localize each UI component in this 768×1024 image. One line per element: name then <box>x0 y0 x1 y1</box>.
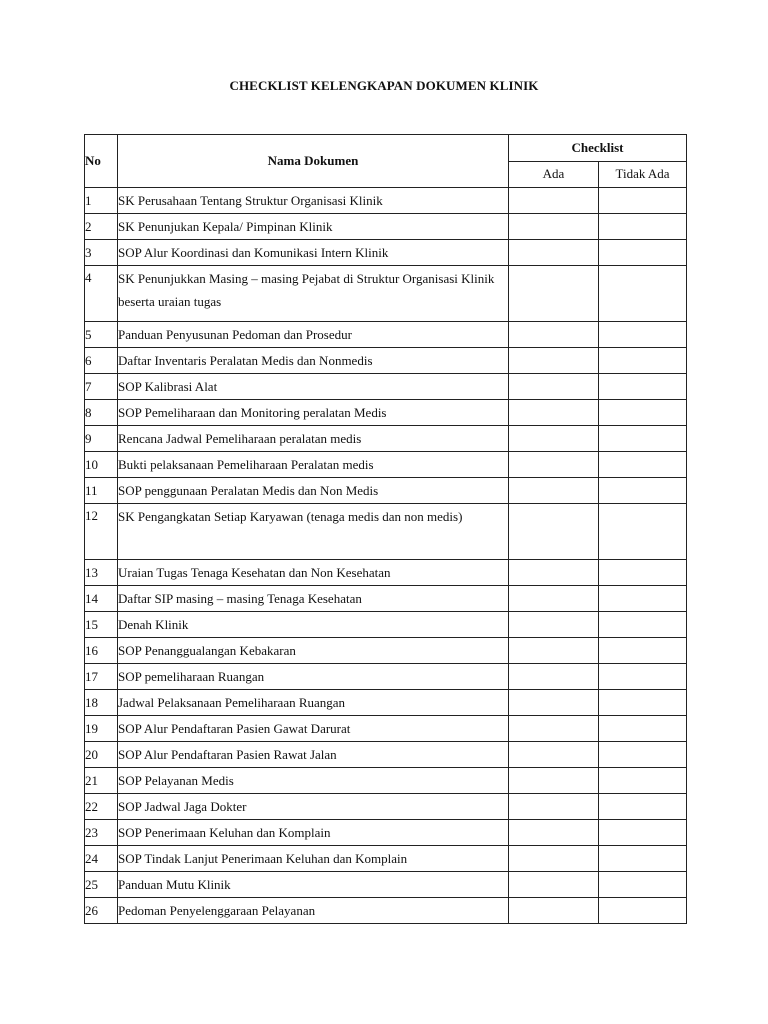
document-name: SOP Penerimaan Keluhan dan Komplain <box>118 820 509 846</box>
table-row <box>85 638 687 664</box>
document-name: Daftar Inventaris Peralatan Medis dan Nonmedis <box>118 348 509 374</box>
ada-checkbox-cell[interactable] <box>509 240 599 266</box>
tidak-ada-checkbox-cell[interactable] <box>599 560 687 586</box>
ada-checkbox-cell[interactable] <box>509 348 599 374</box>
row-number: 8 <box>85 400 118 426</box>
row-number: 7 <box>85 374 118 400</box>
table-row <box>85 478 687 504</box>
ada-checkbox-cell[interactable] <box>509 214 599 240</box>
ada-checkbox-cell[interactable] <box>509 426 599 452</box>
row-number: 19 <box>85 716 118 742</box>
table-row <box>85 214 687 240</box>
header-checklist: Checklist <box>509 135 687 162</box>
tidak-ada-checkbox-cell[interactable] <box>599 400 687 426</box>
table-row <box>85 504 687 560</box>
tidak-ada-checkbox-cell[interactable] <box>599 374 687 400</box>
tidak-ada-checkbox-cell[interactable] <box>599 426 687 452</box>
row-number: 25 <box>85 872 118 898</box>
row-number: 1 <box>85 188 118 214</box>
table-row <box>85 716 687 742</box>
ada-checkbox-cell[interactable] <box>509 504 599 560</box>
ada-checkbox-cell[interactable] <box>509 794 599 820</box>
row-number: 10 <box>85 452 118 478</box>
document-name: Uraian Tugas Tenaga Kesehatan dan Non Kesehatan <box>118 560 509 586</box>
row-number: 20 <box>85 742 118 768</box>
document-name: SOP Tindak Lanjut Penerimaan Keluhan dan Komplain <box>118 846 509 872</box>
row-number: 23 <box>85 820 118 846</box>
row-number: 11 <box>85 478 118 504</box>
tidak-ada-checkbox-cell[interactable] <box>599 794 687 820</box>
document-name: SOP Pemeliharaan dan Monitoring peralatan Medis <box>118 400 509 426</box>
document-name: SOP Penanggualangan Kebakaran <box>118 638 509 664</box>
tidak-ada-checkbox-cell[interactable] <box>599 504 687 560</box>
tidak-ada-checkbox-cell[interactable] <box>599 716 687 742</box>
table-row <box>85 898 687 924</box>
table-row <box>85 188 687 214</box>
table-row <box>85 872 687 898</box>
tidak-ada-checkbox-cell[interactable] <box>599 820 687 846</box>
document-name: SOP pemeliharaan Ruangan <box>118 664 509 690</box>
row-number: 14 <box>85 586 118 612</box>
row-number: 24 <box>85 846 118 872</box>
row-number: 12 <box>85 504 118 560</box>
ada-checkbox-cell[interactable] <box>509 898 599 924</box>
tidak-ada-checkbox-cell[interactable] <box>599 872 687 898</box>
ada-checkbox-cell[interactable] <box>509 690 599 716</box>
ada-checkbox-cell[interactable] <box>509 586 599 612</box>
tidak-ada-checkbox-cell[interactable] <box>599 240 687 266</box>
row-number: 22 <box>85 794 118 820</box>
row-number: 9 <box>85 426 118 452</box>
document-name: Denah Klinik <box>118 612 509 638</box>
document-name: SOP penggunaan Peralatan Medis dan Non Medis <box>118 478 509 504</box>
header-tidak-ada: Tidak Ada <box>599 161 687 188</box>
tidak-ada-checkbox-cell[interactable] <box>599 690 687 716</box>
row-number: 26 <box>85 898 118 924</box>
table-row <box>85 794 687 820</box>
tidak-ada-checkbox-cell[interactable] <box>599 898 687 924</box>
ada-checkbox-cell[interactable] <box>509 560 599 586</box>
ada-checkbox-cell[interactable] <box>509 266 599 322</box>
document-name: SOP Alur Pendaftaran Pasien Gawat Darurat <box>118 716 509 742</box>
header-ada: Ada <box>509 161 599 188</box>
tidak-ada-checkbox-cell[interactable] <box>599 768 687 794</box>
document-name: SK Penunjukan Kepala/ Pimpinan Klinik <box>118 214 509 240</box>
ada-checkbox-cell[interactable] <box>509 872 599 898</box>
row-number: 2 <box>85 214 118 240</box>
ada-checkbox-cell[interactable] <box>509 664 599 690</box>
tidak-ada-checkbox-cell[interactable] <box>599 586 687 612</box>
tidak-ada-checkbox-cell[interactable] <box>599 266 687 322</box>
ada-checkbox-cell[interactable] <box>509 322 599 348</box>
ada-checkbox-cell[interactable] <box>509 612 599 638</box>
table-row <box>85 266 687 322</box>
table-row <box>85 768 687 794</box>
table-row <box>85 348 687 374</box>
table-row <box>85 612 687 638</box>
page-title: CHECKLIST KELENGKAPAN DOKUMEN KLINIK <box>229 78 539 93</box>
table-row <box>85 690 687 716</box>
document-name: Panduan Penyusunan Pedoman dan Prosedur <box>118 322 509 348</box>
tidak-ada-checkbox-cell[interactable] <box>599 188 687 214</box>
tidak-ada-checkbox-cell[interactable] <box>599 348 687 374</box>
row-number: 18 <box>85 690 118 716</box>
tidak-ada-checkbox-cell[interactable] <box>599 452 687 478</box>
table-row <box>85 586 687 612</box>
document-name: SOP Jadwal Jaga Dokter <box>118 794 509 820</box>
ada-checkbox-cell[interactable] <box>509 716 599 742</box>
document-name: SOP Alur Koordinasi dan Komunikasi Intern Klinik <box>118 240 509 266</box>
table-row <box>85 664 687 690</box>
table-row <box>85 374 687 400</box>
document-name: SK Perusahaan Tentang Struktur Organisasi Klinik <box>118 188 509 214</box>
ada-checkbox-cell[interactable] <box>509 188 599 214</box>
table-row <box>85 240 687 266</box>
row-number: 5 <box>85 322 118 348</box>
table-row <box>85 820 687 846</box>
header-nama-dokumen: Nama Dokumen <box>118 135 509 188</box>
row-number: 3 <box>85 240 118 266</box>
document-name: SK Pengangkatan Setiap Karyawan (tenaga medis dan non medis) <box>118 504 509 560</box>
tidak-ada-checkbox-cell[interactable] <box>599 478 687 504</box>
ada-checkbox-cell[interactable] <box>509 374 599 400</box>
ada-checkbox-cell[interactable] <box>509 820 599 846</box>
ada-checkbox-cell[interactable] <box>509 638 599 664</box>
table-row <box>85 400 687 426</box>
ada-checkbox-cell[interactable] <box>509 400 599 426</box>
table-row <box>85 426 687 452</box>
row-number: 16 <box>85 638 118 664</box>
document-checklist-table <box>84 134 687 924</box>
tidak-ada-checkbox-cell[interactable] <box>599 664 687 690</box>
tidak-ada-checkbox-cell[interactable] <box>599 846 687 872</box>
table-row <box>85 452 687 478</box>
ada-checkbox-cell[interactable] <box>509 846 599 872</box>
document-name: SOP Kalibrasi Alat <box>118 374 509 400</box>
tidak-ada-checkbox-cell[interactable] <box>599 638 687 664</box>
document-name: Panduan Mutu Klinik <box>118 872 509 898</box>
ada-checkbox-cell[interactable] <box>509 768 599 794</box>
header-no: No <box>85 135 118 188</box>
tidak-ada-checkbox-cell[interactable] <box>599 742 687 768</box>
ada-checkbox-cell[interactable] <box>509 478 599 504</box>
document-name: SK Penunjukkan Masing – masing Pejabat di Struktur Organisasi Klinik beserta uraian tugas <box>118 266 509 322</box>
row-number: 21 <box>85 768 118 794</box>
document-name: Pedoman Penyelenggaraan Pelayanan <box>118 898 509 924</box>
row-number: 6 <box>85 348 118 374</box>
document-name: SOP Pelayanan Medis <box>118 768 509 794</box>
row-number: 4 <box>85 266 118 322</box>
row-number: 15 <box>85 612 118 638</box>
table-row <box>85 742 687 768</box>
ada-checkbox-cell[interactable] <box>509 452 599 478</box>
row-number: 17 <box>85 664 118 690</box>
document-name: Daftar SIP masing – masing Tenaga Kesehatan <box>118 586 509 612</box>
tidak-ada-checkbox-cell[interactable] <box>599 612 687 638</box>
tidak-ada-checkbox-cell[interactable] <box>599 214 687 240</box>
row-number: 13 <box>85 560 118 586</box>
document-name: Jadwal Pelaksanaan Pemeliharaan Ruangan <box>118 690 509 716</box>
table-row <box>85 846 687 872</box>
table-row <box>85 560 687 586</box>
table-row <box>85 322 687 348</box>
document-name: Bukti pelaksanaan Pemeliharaan Peralatan medis <box>118 452 509 478</box>
ada-checkbox-cell[interactable] <box>509 742 599 768</box>
document-name: SOP Alur Pendaftaran Pasien Rawat Jalan <box>118 742 509 768</box>
tidak-ada-checkbox-cell[interactable] <box>599 322 687 348</box>
document-name: Rencana Jadwal Pemeliharaan peralatan medis <box>118 426 509 452</box>
